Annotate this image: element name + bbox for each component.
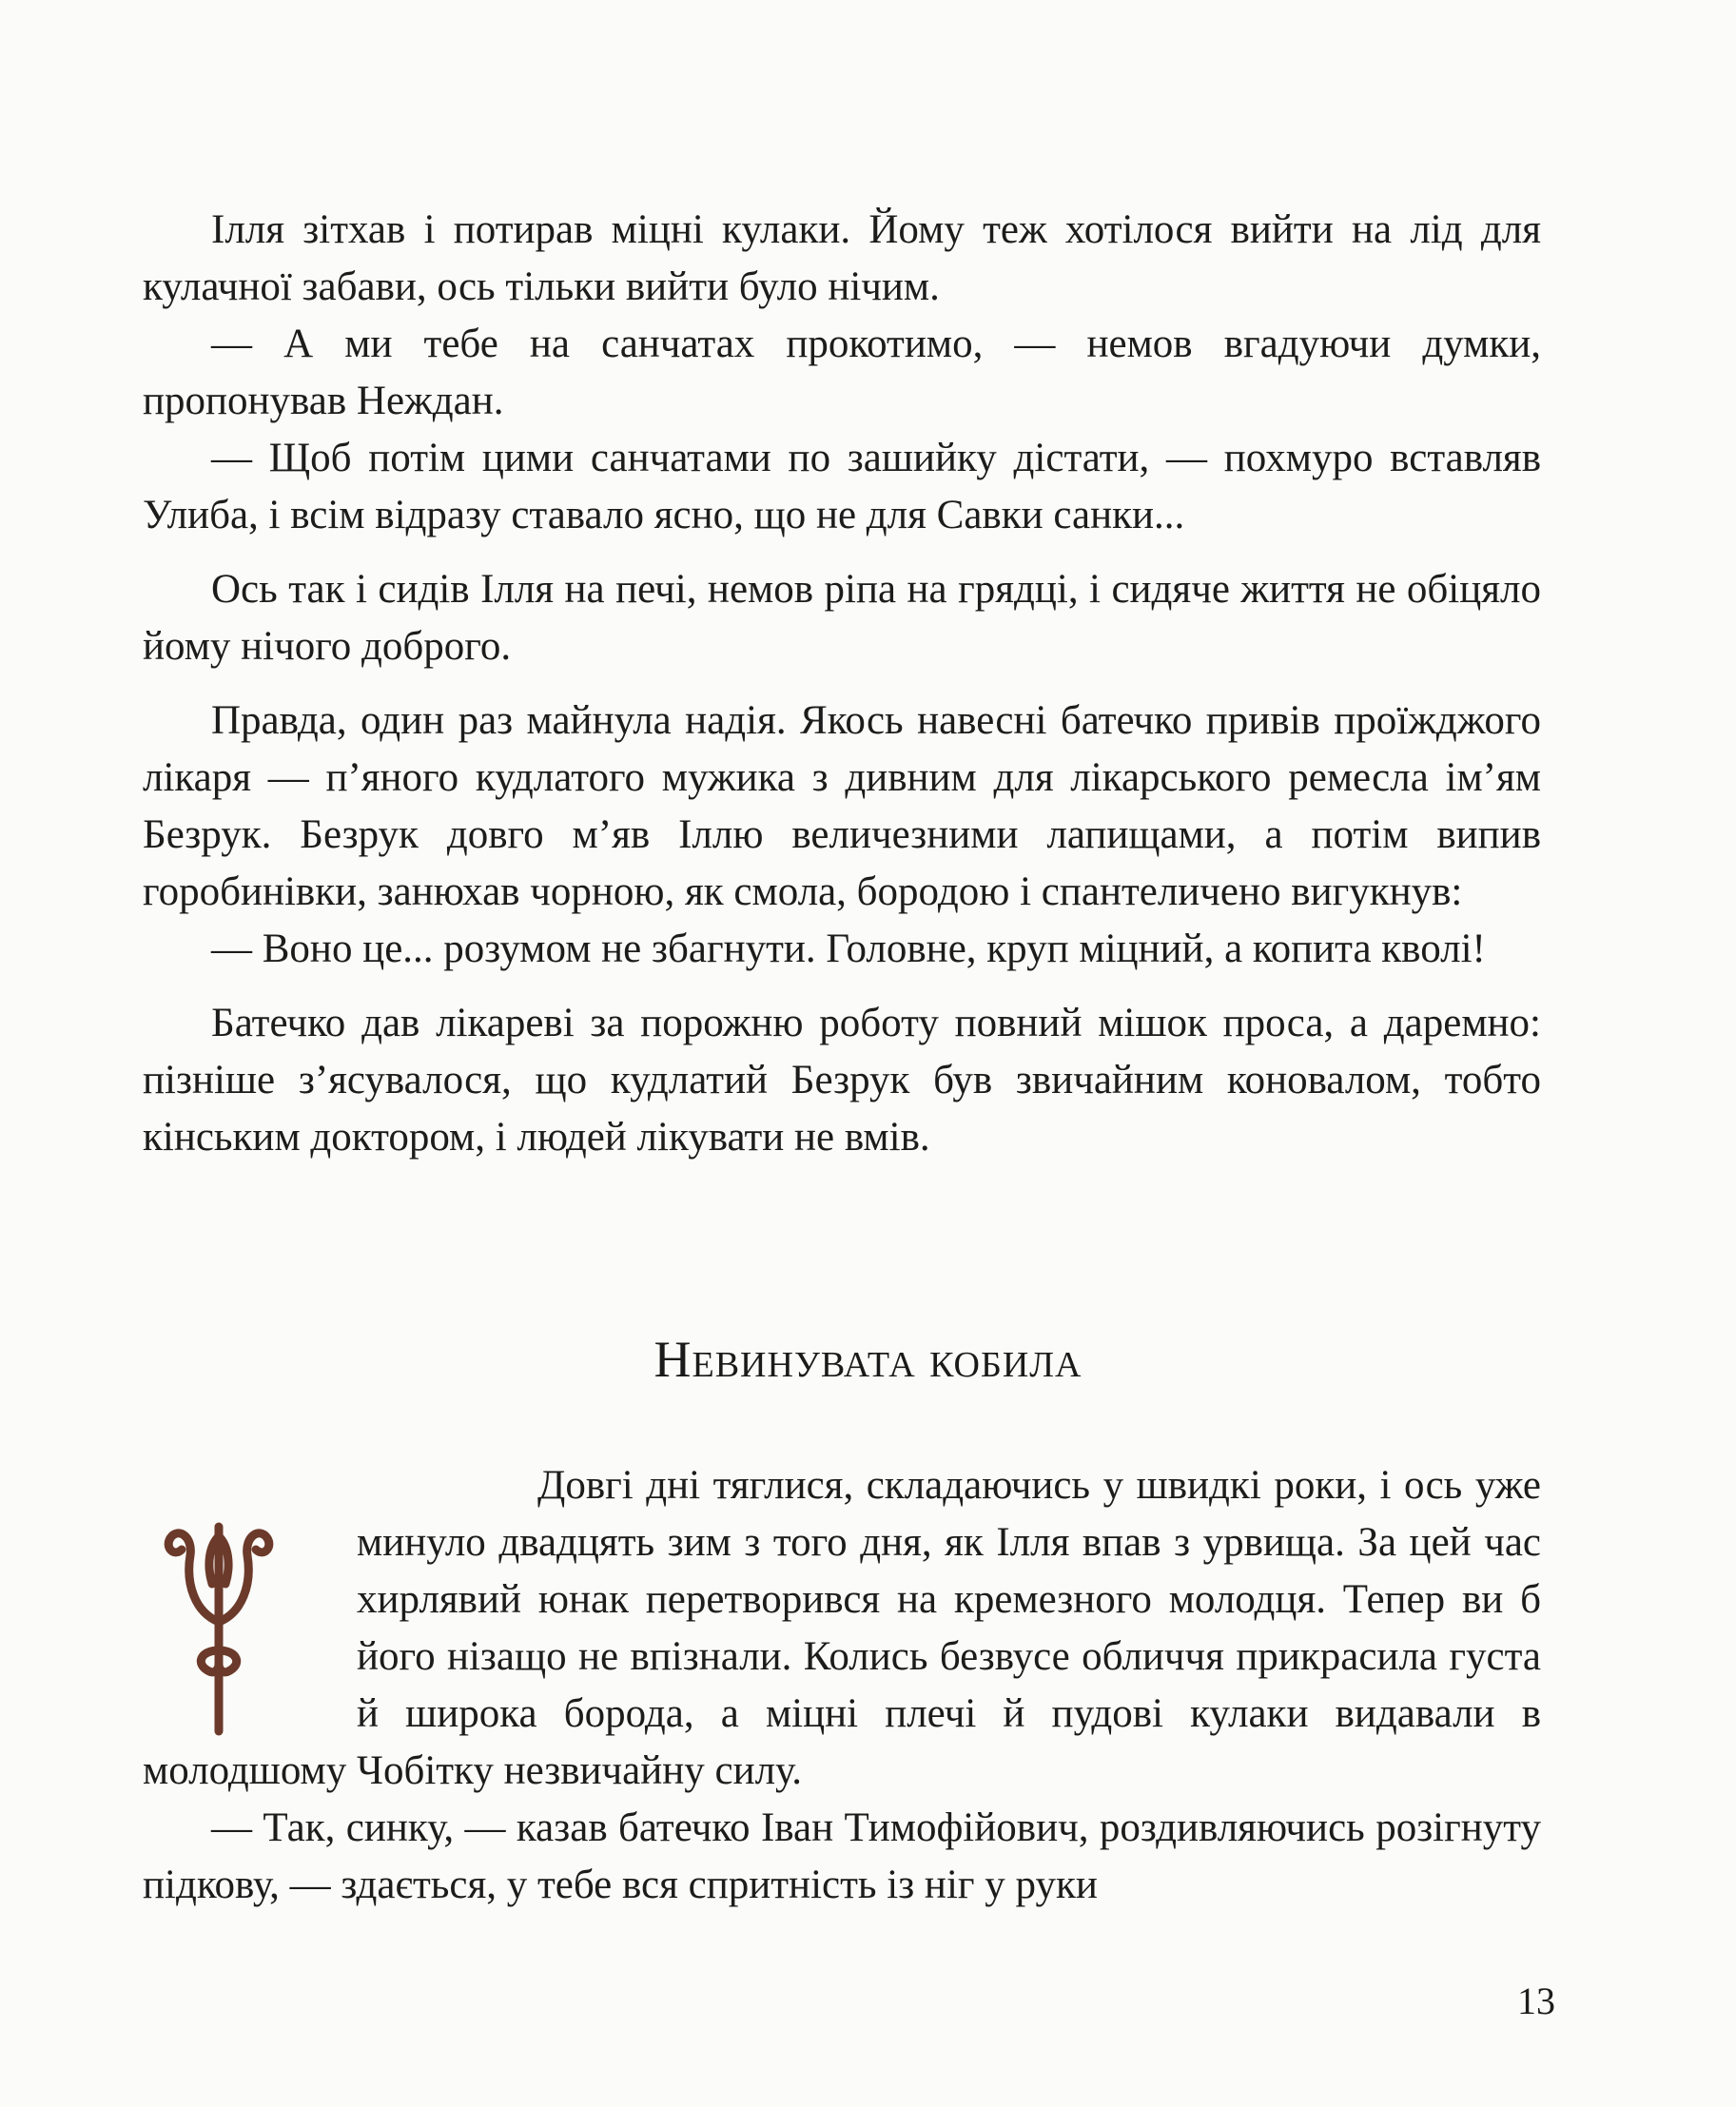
ornament-spacer xyxy=(143,1457,357,1743)
paragraph: Ілля зітхав і потирав міцні кулаки. Йому теж хотілося вийти на лід для кулачної забави, ось тільки вийти було нічим. xyxy=(143,207,1541,309)
paragraph: — А ми тебе на санчатах прокотимо, — немов вгадуючи думки, пропонував Неждан. xyxy=(143,322,1541,423)
paragraph: — Щоб потім цими санчатами по зашийку дістати, — похмуро вставляв Улиба, і всім відразу ставало ясно, що не для Савки санки... xyxy=(143,436,1541,537)
paragraph: Правда, один раз майнула надія. Якось навесні батечко привів проїжджого лікаря — п’яного кудлатого мужика з дивним для лікарського ремесла ім’ям Безрук. Безрук довго м’яв Іллю величезними лапищами, а потім випив горобинівки, занюхав чорною, як смола, бородою і спантеличено вигукнув: xyxy=(143,698,1541,914)
text-block-top xyxy=(143,202,1541,1166)
paragraph: Батечко дав лікареві за порожню роботу повний мішок проса, а даремно: пізніше з’ясувалося, що кудлатий Безрук був звичайним коновалом, тобто кінським доктором, і людей лікувати не вмів. xyxy=(143,1001,1541,1160)
chapter-heading: Невинувата кобила xyxy=(653,1331,1083,1388)
paragraph-text: Довгі дні тяглися, складаючись у швидкі роки, і ось уже минуло двадцять зим з того дня, як Ілля впав з урвища. За цей час хирлявий юнак перетворився на кремезного молодця. Тепер ви б його нізащо не впізнали. Колись безвусе обличчя прикрасила густа й широка борода, а міцні плечі й пудові кулаки видавали в молодшому Чобітку незвичайну силу. xyxy=(143,1463,1541,1793)
page-number: 13 xyxy=(1517,1980,1555,2022)
paragraph: — Воно це... розумом не збагнути. Головне, круп міцний, а копита кволі! xyxy=(211,927,1486,971)
paragraph: — Так, синку, — казав батечко Іван Тимофійович, роздивляючись розігнуту підкову, — здається, у тебе вся спритність із ніг у руки xyxy=(143,1805,1541,1907)
text-block-bottom xyxy=(143,1457,1541,1914)
paragraph: Ось так і сидів Ілля на печі, немов ріпа на грядці, і сидяче життя не обіцяло йому нічого доброго. xyxy=(143,567,1541,669)
